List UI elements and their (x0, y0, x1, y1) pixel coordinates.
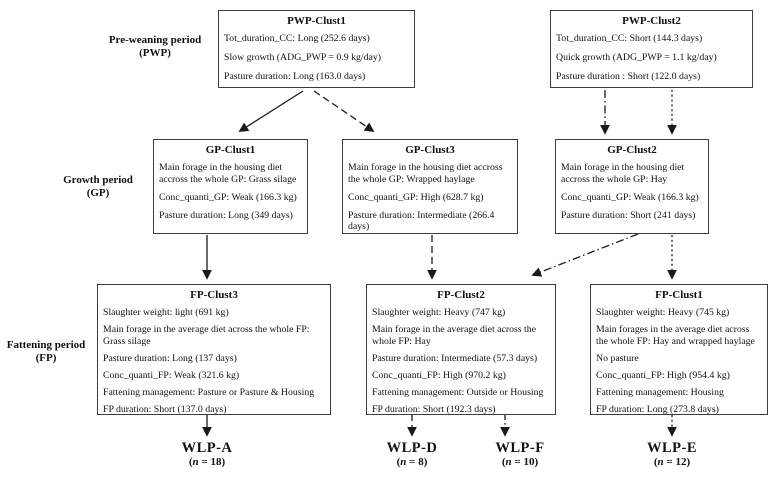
n-open: ( (396, 456, 401, 468)
fp-clust3-title: FP-Clust3 (190, 289, 238, 301)
period-label-pwp (94, 34, 216, 60)
fp-clust3-line: Conc_quanti_FP: Weak (321.6 kg) (103, 369, 240, 381)
n-rest: = 18) (198, 456, 226, 468)
n-var: n (400, 456, 407, 468)
gp-clust1-line: Pasture duration: Long (349 days) (159, 209, 293, 221)
period-label-pwp-line1: Pre-weaning period (108, 34, 202, 46)
gp-clust2-line: Pasture duration: Short (241 days) (561, 209, 696, 221)
arrow-pwp1-to-gp1 (240, 91, 303, 131)
pwp-clust2-line: Pasture duration : Short (122.0 days) (556, 71, 701, 82)
pwp-clust2-box (550, 10, 753, 88)
fp-clust2-line: Slaughter weight: Heavy (747 kg) (372, 307, 506, 318)
fp-clust1-line: No pasture (596, 352, 639, 364)
outcome-wlp-d (362, 440, 462, 469)
period-label-gp (43, 174, 153, 200)
fp-clust2-line: Fattening management: Outside or Housing (372, 386, 544, 398)
outcome-wlp-d-count (362, 456, 462, 469)
n-rest: = 12) (663, 456, 691, 468)
pwp-clust2-title: PWP-Clust2 (622, 15, 681, 27)
fp-clust3-line: Slaughter weight: light (691 kg) (103, 307, 229, 318)
fp-clust1-line: Fattening management: Housing (596, 386, 724, 398)
pwp-clust1-box (218, 10, 415, 88)
fp-clust2-box (366, 284, 556, 415)
arrow-pwp1-to-gp3 (314, 91, 373, 131)
n-var: n (192, 456, 199, 468)
arrow-gp2-to-fp2 (533, 234, 638, 275)
fp-clust1-line: Main forages in the average diet across the whole FP: Hay and wrapped haylage (596, 324, 755, 347)
pwp-clust1-line: Pasture duration: Long (163.0 days) (224, 71, 366, 82)
fp-clust2-line: FP duration: Short (192.3 days) (372, 403, 496, 415)
pwp-clust2-line: Tot_duration_CC: Short (144.3 days) (556, 33, 703, 44)
fp-clust2-line: Conc_quanti_FP: High (970.2 kg) (372, 369, 506, 381)
gp-clust1-box (153, 139, 308, 234)
fp-clust2-line: Pasture duration: Intermediate (57.3 days) (372, 352, 538, 364)
gp-clust2-line: Conc_quanti_GP: Weak (166.3 kg) (561, 191, 699, 203)
pwp-clust1-line: Slow growth (ADG_PWP = 0.9 kg/day) (224, 52, 382, 63)
outcome-wlp-a-name: WLP-A (181, 440, 233, 456)
n-rest: = 10) (511, 456, 539, 468)
n-open: ( (653, 456, 658, 468)
n-rest: = 8) (406, 456, 428, 468)
fp-clust3-line: Pasture duration: Long (137 days) (103, 352, 237, 364)
gp-clust3-title: GP-Clust3 (405, 144, 455, 156)
gp-clust2-line: Main forage in the housing diet accross the whole GP: Hay (561, 162, 685, 185)
pwp-clust2-line: Quick growth (ADG_PWP = 1.1 kg/day) (556, 52, 717, 63)
period-label-fp-line1: Fattening period (6, 339, 86, 351)
fp-clust1-line: Slaughter weight: Heavy (745 kg) (596, 307, 730, 318)
pwp-clust1-title: PWP-Clust1 (287, 15, 346, 27)
period-label-fp (0, 339, 92, 365)
period-label-gp-line1: Growth period (63, 174, 133, 186)
outcome-wlp-e-count (622, 456, 722, 469)
fp-clust1-box (590, 284, 768, 415)
outcome-wlp-f-count (470, 456, 570, 469)
fp-clust1-title: FP-Clust1 (655, 289, 703, 301)
gp-clust3-box (342, 139, 518, 234)
n-open: ( (501, 456, 506, 468)
outcome-wlp-f-name: WLP-F (495, 440, 545, 456)
pwp-clust1-line: Tot_duration_CC: Long (252.6 days) (224, 33, 370, 44)
fp-clust3-box (97, 284, 331, 415)
gp-clust3-line: Pasture duration: Intermediate (266.4 days) (348, 209, 495, 232)
period-label-pwp-line2: (PWP) (139, 47, 171, 59)
gp-clust1-title: GP-Clust1 (205, 144, 256, 156)
outcome-wlp-a (157, 440, 257, 469)
outcome-wlp-d-name: WLP-D (386, 440, 438, 456)
gp-clust1-line: Conc_quanti_GP: Weak (166.3 kg) (159, 191, 297, 203)
outcome-wlp-f (470, 440, 570, 469)
gp-clust1-line: Main forage in the housing diet accross the whole GP: Grass silage (159, 162, 297, 185)
fp-clust3-line: FP duration: Short (137.0 days) (103, 403, 227, 415)
gp-clust2-title: GP-Clust2 (607, 144, 657, 156)
outcome-wlp-e-name: WLP-E (646, 440, 698, 456)
n-var: n (657, 456, 664, 468)
fp-clust1-line: Conc_quanti_FP: High (954.4 kg) (596, 369, 730, 381)
outcome-wlp-e (622, 440, 722, 469)
gp-clust3-line: Conc_quanti_GP: High (628.7 kg) (348, 191, 484, 203)
fp-clust3-line: Main forage in the average diet across the whole FP: Grass silage (103, 324, 310, 347)
fp-clust3-line: Fattening management: Pasture or Pasture & Housing (103, 386, 315, 398)
n-var: n (505, 456, 512, 468)
gp-clust2-box (555, 139, 709, 234)
fp-clust2-title: FP-Clust2 (437, 289, 485, 301)
period-label-gp-line2: (GP) (86, 187, 110, 199)
fp-clust2-line: Main forage in the average diet across the whole FP: Hay (372, 324, 537, 347)
n-open: ( (188, 456, 193, 468)
fp-clust1-line: FP duration: Long (273.8 days) (596, 403, 719, 415)
gp-clust3-line: Main forage in the housing diet accross the whole GP: Wrapped haylage (348, 162, 503, 185)
period-label-fp-line2: (FP) (35, 352, 57, 364)
outcome-wlp-a-count (157, 456, 257, 469)
